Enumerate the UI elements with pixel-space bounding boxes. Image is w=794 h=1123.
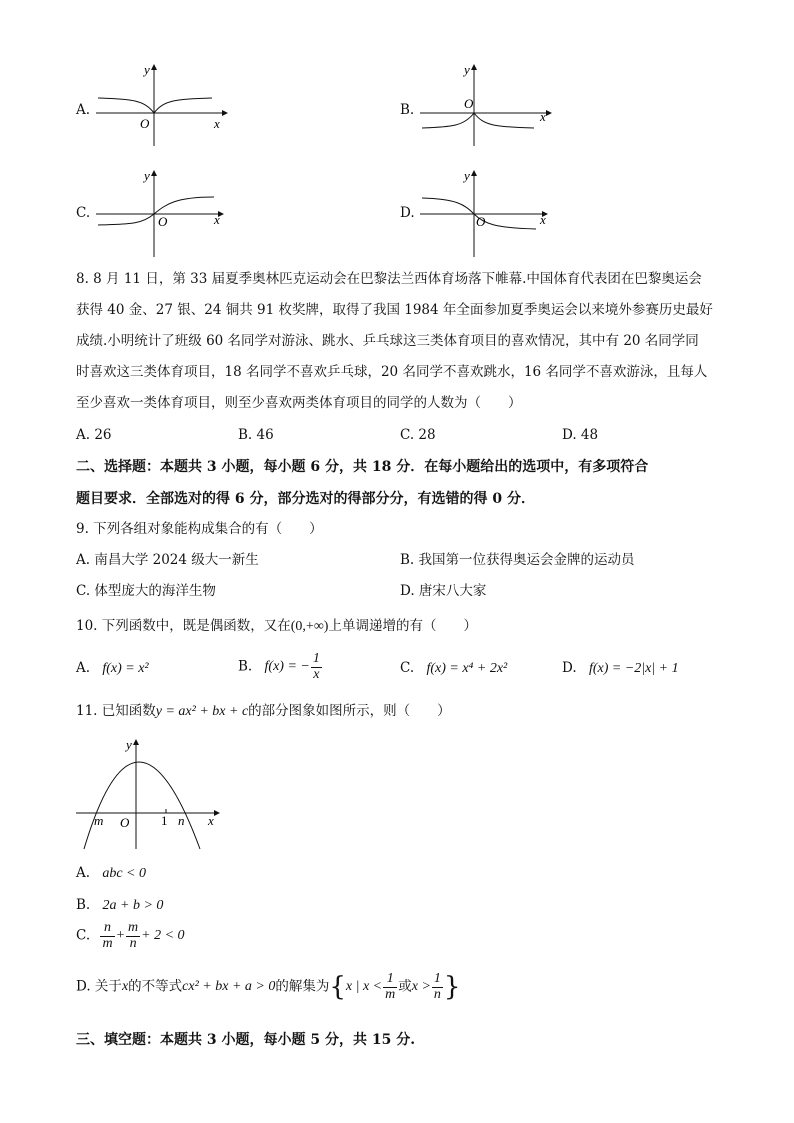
q11-option-a <box>76 867 146 881</box>
q10-option-b-numerator: 1 <box>312 651 320 666</box>
q10-option-c-formula: f(x) = x⁴ + 2x² <box>426 661 508 676</box>
graph-a-origin: O <box>140 116 150 131</box>
q10-option-c <box>400 662 507 676</box>
q8-line-4: 时喜欢这三类体育项目，18 名同学不喜欢乒乓球，20 名同学不喜欢跳水，16 名同学不喜欢游泳，且每人 <box>76 364 708 380</box>
q10-option-b-formula: f(x) = − <box>264 659 310 675</box>
q11-option-d-frac1-num: 1 <box>383 972 397 988</box>
q11-function: y = ax² + bx + c <box>155 704 249 719</box>
q11-graph-m-label: m <box>94 813 104 828</box>
q11-option-c-label: C. <box>76 927 91 944</box>
q11-graph-origin: O <box>120 815 130 830</box>
q11-graph-y-label: y <box>126 737 132 752</box>
q11-graph-n-label: n <box>178 813 185 828</box>
q9-stem: 9. 下列各组对象能构成集合的有（ ） <box>76 521 323 537</box>
q11-option-d-frac2-den: n <box>433 986 441 1002</box>
section-2-line-1: 二、选择题：本题共 3 小题，每小题 6 分，共 18 分．在每小题给出的选项中，有多项符合 <box>76 459 649 475</box>
q11-option-b-formula: 2a + b > 0 <box>102 898 164 913</box>
graph-b-x-label: x <box>540 109 546 124</box>
q9-option-b: B. 我国第一位获得奥运会金牌的运动员 <box>400 552 635 568</box>
q11-option-d-label: D. 关于 <box>76 978 122 995</box>
q11-graph-x-label: x <box>208 813 214 828</box>
q11-graph-one-label: 1 <box>161 813 168 828</box>
graph-b-y-label: y <box>464 62 470 77</box>
q10-interval: (0,+∞) <box>290 619 329 634</box>
graph-c-y-label: y <box>144 168 150 183</box>
graph-d-origin: O <box>476 214 486 229</box>
q8-line-1: 8. 8 月 11 日，第 33 届夏季奥林匹克运动会在巴黎法兰西体育场落下帷幕.中国体育代表团在巴黎奥运会 <box>76 271 702 287</box>
graph-b-origin: O <box>464 96 474 111</box>
q11-option-d-or: 或 <box>398 978 412 995</box>
q11-option-d-x2: x > <box>411 979 431 995</box>
option-a-label: A. <box>76 102 91 118</box>
q10-option-a <box>76 662 149 676</box>
q11-option-c <box>76 921 185 961</box>
graph-b <box>416 58 556 148</box>
q10-option-a-label: A. <box>76 660 91 676</box>
graph-a-x-label: x <box>214 116 220 131</box>
q11-option-d-sol: 的解集为 <box>275 978 330 995</box>
q10-stem <box>76 620 477 634</box>
graph-c-origin: O <box>158 214 168 229</box>
graph-d-x-label: x <box>540 212 546 227</box>
q11-option-c-tail: + 2 < 0 <box>141 928 185 944</box>
q9-option-d: D. 唐宋八大家 <box>400 583 487 599</box>
q8-line-5: 至少喜欢一类体育项目，则至少喜欢两类体育项目的同学的人数为（ ） <box>76 395 522 411</box>
q11-parabola-graph <box>74 733 224 853</box>
q11-option-d-set-pre: x | x < <box>345 979 383 995</box>
option-d-label: D. <box>400 205 415 221</box>
q10-option-b-denominator: x <box>313 666 320 682</box>
q11-option-c-frac2-den: n <box>129 935 137 951</box>
q10-option-b <box>238 652 323 692</box>
graph-c-x-label: x <box>214 212 220 227</box>
q8-option-c: C. 28 <box>400 427 436 443</box>
q11-option-b <box>76 899 163 913</box>
q8-line-3: 成绩.小明统计了班级 60 名同学对游泳、跳水、乒乓球这三类体育项目的喜欢情况，其中有 20 名同学同 <box>76 333 699 349</box>
q11-option-d-right-brace: } <box>443 972 461 1003</box>
q10-stem-pre: 10. 下列函数中，既是偶函数，又在 <box>76 618 291 634</box>
q11-option-d-frac1-den: m <box>385 986 396 1002</box>
q11-stem <box>76 705 451 719</box>
option-c-label: C. <box>76 205 91 221</box>
option-b-label: B. <box>400 102 415 118</box>
q10-option-d-formula: f(x) = −2|x| + 1 <box>588 661 679 676</box>
q11-option-c-frac1-den: m <box>102 935 113 951</box>
graph-d-y-label: y <box>464 168 470 183</box>
q11-option-d-x: x <box>121 979 129 995</box>
graph-a-y-label: y <box>144 62 150 77</box>
q11-option-c-frac2-num: m <box>128 920 139 935</box>
q10-option-d-label: D. <box>562 660 577 676</box>
q11-option-b-label: B. <box>76 897 91 913</box>
q8-line-2: 获得 40 金、27 银、24 铜共 91 枚奖牌，取得了我国 1984 年全面参加夏季奥运会以来境外参赛历史最好 <box>76 302 713 318</box>
graph-a <box>92 58 232 148</box>
q11-stem-post: 的部分图象如图所示，则（ ） <box>248 703 451 719</box>
q11-option-d-left-brace: { <box>329 972 346 1003</box>
q11-stem-pre: 11. 已知函数 <box>76 703 156 719</box>
graph-d <box>416 164 556 259</box>
graph-c <box>92 164 232 259</box>
q11-option-a-label: A. <box>76 865 91 881</box>
q10-stem-post: 上单调递增的有（ ） <box>328 618 477 634</box>
q11-option-c-frac1-num: n <box>100 921 114 937</box>
q10-option-a-formula: f(x) = x² <box>102 661 149 676</box>
q8-option-a: A. 26 <box>76 427 112 443</box>
q10-option-d <box>562 662 679 676</box>
q10-option-c-label: C. <box>400 660 415 676</box>
q8-option-d: D. 48 <box>562 427 599 443</box>
q11-option-c-plus: + <box>115 928 126 944</box>
q11-option-d-inequality: cx² + bx + a > 0 <box>182 979 276 995</box>
q11-option-d-frac2-num: 1 <box>433 971 441 986</box>
section-2-line-2: 题目要求．全部选对的得 6 分，部分选对的得部分分，有选错的得 0 分． <box>76 491 535 507</box>
q9-option-c: C. 体型庞大的海洋生物 <box>76 583 216 599</box>
q10-option-b-label: B. <box>238 658 253 675</box>
section-3-heading: 三、填空题：本题共 3 小题，每小题 5 分，共 15 分. <box>76 1032 416 1048</box>
q11-option-d-mid: 的不等式 <box>128 978 183 995</box>
q8-option-b: B. 46 <box>238 427 274 443</box>
q11-option-d <box>76 972 460 1016</box>
q11-option-a-formula: abc < 0 <box>102 866 147 881</box>
q9-option-a: A. 南昌大学 2024 级大一新生 <box>76 552 259 568</box>
